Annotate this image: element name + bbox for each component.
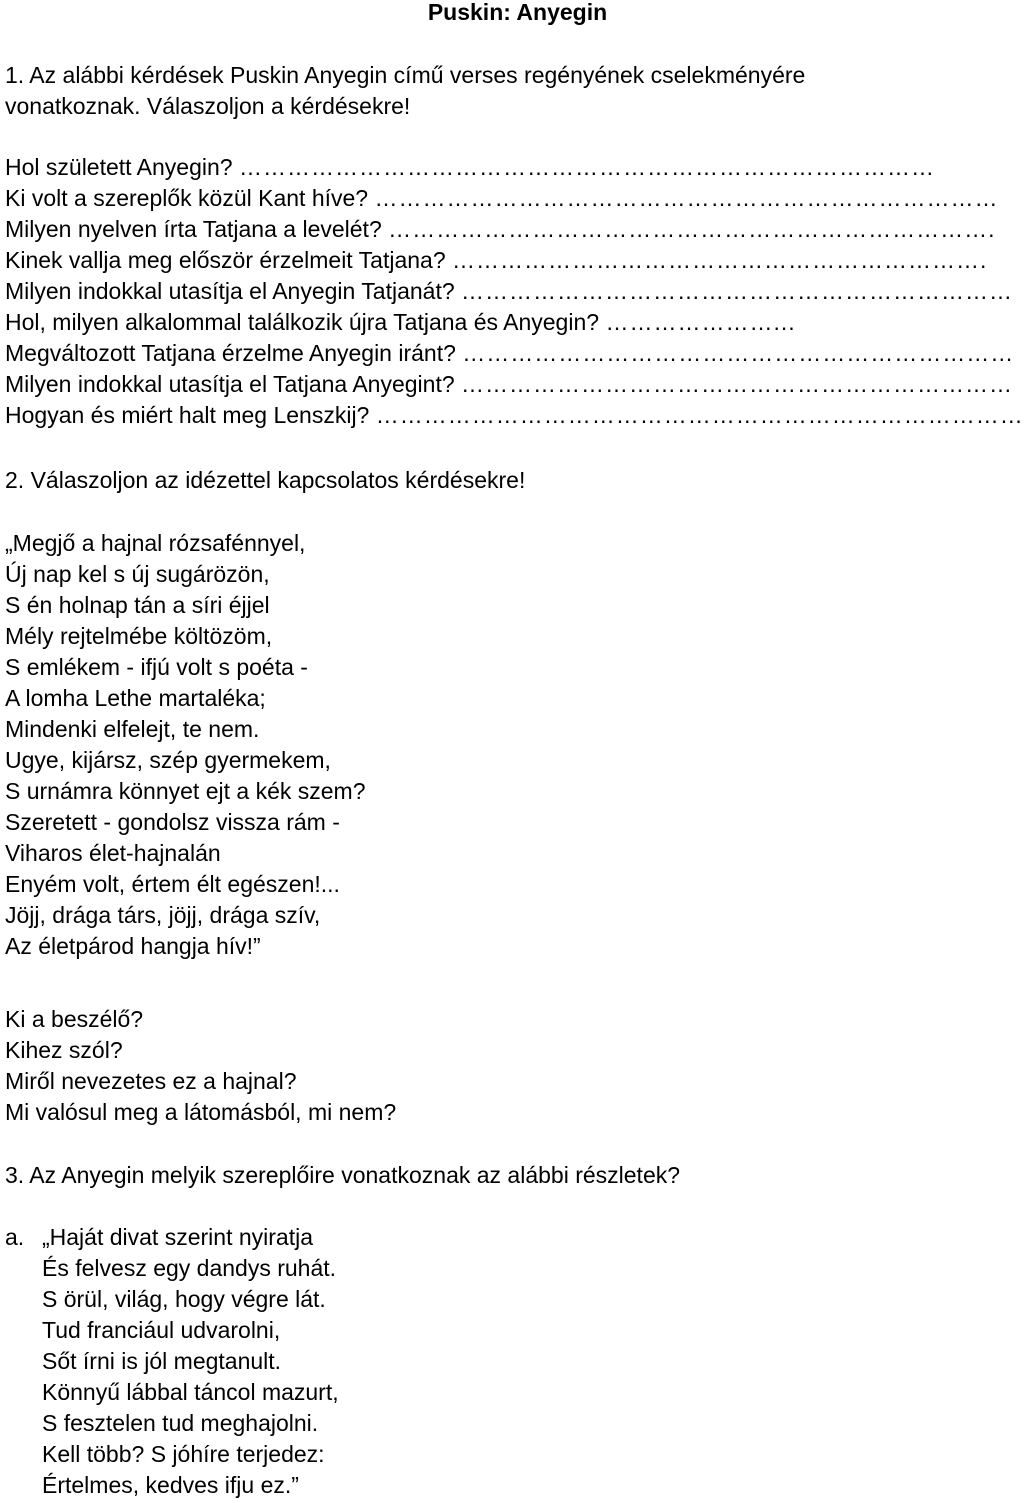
- answer-line: ………………………………………………………………………: [375, 402, 1024, 428]
- excerpt-line: S örül, világ, hogy végre lát.: [42, 1286, 326, 1312]
- question-row: [5, 215, 996, 243]
- section1-intro-line1: 1. Az alábbi kérdések Puskin Anyegin című verses regényének cselekményére: [5, 62, 806, 88]
- answer-line: ……………………………………………………………: [461, 278, 1014, 304]
- poem-line: S urnámra könnyet ejt a kék szem?: [5, 778, 366, 804]
- poem-question: Mi valósul meg a látomásból, mi nem?: [5, 1099, 397, 1125]
- question-text: Ki volt a szereplők közül Kant híve?: [5, 185, 375, 211]
- poem-line: Az életpárod hangja hív!”: [5, 933, 261, 959]
- question-row: [5, 153, 952, 181]
- excerpt-line: Tud franciául udvarolni,: [42, 1317, 281, 1343]
- answer-line: …………………...: [605, 309, 796, 335]
- question-row: [5, 246, 988, 274]
- question-text: Kinek vallja meg először érzelmeit Tatjana?: [5, 247, 453, 273]
- question-text: Hol, milyen alkalommal találkozik újra Tatjana és Anyegin?: [5, 309, 606, 335]
- excerpt-line: Kell több? S jóhíre terjedez:: [42, 1441, 325, 1467]
- section3-heading: 3. Az Anyegin melyik szereplőire vonatkoznak az alábbi részletek?: [5, 1162, 681, 1188]
- question-text: Hol született Anyegin?: [5, 154, 239, 180]
- poem-line: Mély rejtelmébe költözöm,: [5, 623, 273, 649]
- question-row: [5, 308, 952, 336]
- excerpt-line: „Haját divat szerint nyiratja: [42, 1224, 313, 1250]
- question-text: Hogyan és miért halt meg Lenszkij?: [5, 402, 376, 428]
- excerpt-line: Értelmes, kedves ifju ez.”: [42, 1472, 299, 1498]
- page-title: Puskin: Anyegin: [427, 0, 608, 25]
- answer-line: ……………………………………………………………………………: [238, 154, 935, 180]
- question-text: Milyen nyelven írta Tatjana a levelét?: [5, 216, 389, 242]
- answer-line: ……………………………………………………………: [461, 371, 1014, 397]
- poem-line: Szeretett - gondolsz vissza rám -: [5, 809, 340, 835]
- answer-line: ………………………………………………………….: [452, 247, 988, 273]
- poem-line: S én holnap tán a síri éjjel: [5, 592, 270, 618]
- poem-line: A lomha Lethe martaléka;: [5, 685, 266, 711]
- poem-question: Ki a beszélő?: [5, 1006, 144, 1032]
- question-text: Megváltozott Tatjana érzelme Anyegin iránt?: [5, 340, 463, 366]
- poem-line: „Megjő a hajnal rózsafénnyel,: [5, 530, 306, 556]
- item-a-label: a.: [5, 1224, 31, 1250]
- section1-intro-line2: vonatkoznak. Válaszoljon a kérdésekre!: [5, 93, 411, 119]
- poem-line: Ugye, kijársz, szép gyermekem,: [5, 747, 331, 773]
- question-row: [5, 184, 999, 212]
- question-text: Milyen indokkal utasítja el Tatjana Anyegint?: [5, 371, 462, 397]
- excerpt-line: S fesztelen tud meghajolni.: [42, 1410, 319, 1436]
- section2-heading: 2. Válaszoljon az idézettel kapcsolatos kérdésekre!: [5, 467, 526, 493]
- poem-line: Jöjj, drága társ, jöjj, drága szív,: [5, 902, 321, 928]
- answer-line: ……………………………………………………………: [462, 340, 1015, 366]
- poem-question: Kihez szól?: [5, 1037, 123, 1063]
- poem-line: Enyém volt, értem élt egészen!...: [5, 871, 340, 897]
- excerpt-line: És felvesz egy dandys ruhát.: [42, 1255, 337, 1281]
- question-row: [5, 401, 1024, 429]
- question-text: Milyen indokkal utasítja el Anyegin Tatjanát?: [5, 278, 462, 304]
- answer-line: ……………………………………………………………………: [374, 185, 999, 211]
- excerpt-line: Sőt írni is jól megtanult.: [42, 1348, 282, 1374]
- poem-line: Új nap kel s új sugárözön,: [5, 561, 270, 587]
- answer-line: ………………………………………………………………….: [388, 216, 996, 242]
- question-row: [5, 277, 1014, 305]
- poem-question: Miről nevezetes ez a hajnal?: [5, 1068, 297, 1094]
- poem-line: Mindenki elfelejt, te nem.: [5, 716, 260, 742]
- poem-line: S emlékem - ifjú volt s poéta -: [5, 654, 308, 680]
- poem-line: Viharos élet-hajnalán: [5, 840, 221, 866]
- question-row: [5, 370, 1014, 398]
- question-row: [5, 339, 1015, 367]
- excerpt-line: Könnyű lábbal táncol mazurt,: [42, 1379, 339, 1405]
